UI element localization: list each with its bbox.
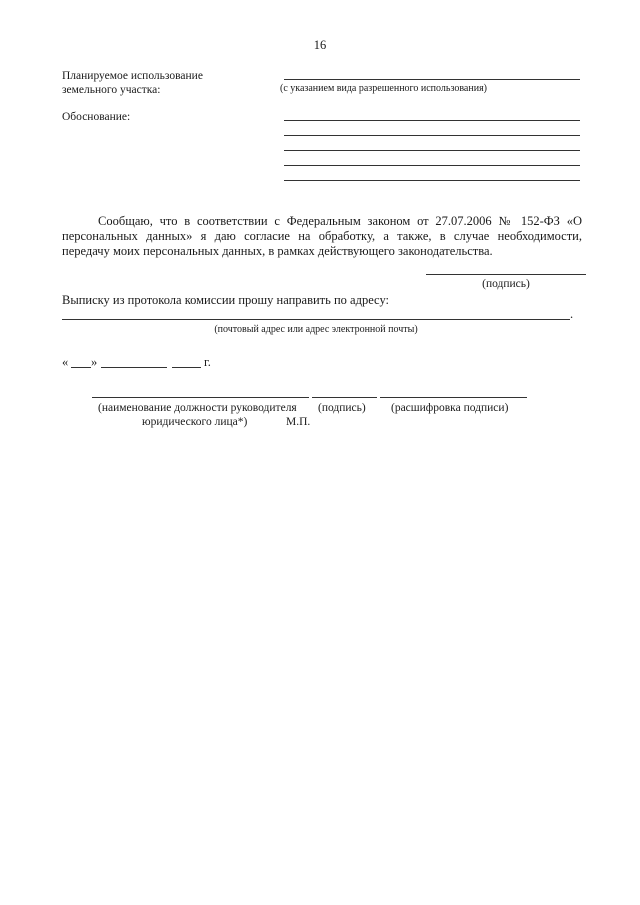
consent-signature-line[interactable] bbox=[426, 274, 586, 275]
decoding-caption: (расшифровка подписи) bbox=[391, 402, 509, 414]
signature-caption: (подпись) bbox=[318, 402, 366, 414]
justification-label: Обоснование: bbox=[62, 111, 131, 123]
justification-line-3[interactable] bbox=[284, 150, 580, 151]
justification-line-4[interactable] bbox=[284, 165, 580, 166]
signature-line[interactable] bbox=[312, 397, 377, 398]
land-use-hint: (с указанием вида разрешенного использования) bbox=[280, 83, 488, 94]
address-line[interactable] bbox=[62, 319, 570, 320]
decoding-line[interactable] bbox=[380, 397, 527, 398]
consent-line-3: передачу моих персональных данных, в рамках действующего законодательства. bbox=[62, 244, 493, 258]
justification-line-2[interactable] bbox=[284, 135, 580, 136]
date-year-suffix: г. bbox=[204, 355, 211, 369]
land-use-label-line2: земельного участка: bbox=[62, 84, 161, 96]
justification-line-5[interactable] bbox=[284, 180, 580, 181]
date-close-quote: » bbox=[91, 355, 98, 369]
date-open-quote: « bbox=[62, 355, 69, 369]
position-caption-line2: юридического лица*) bbox=[142, 416, 248, 428]
land-use-line[interactable] bbox=[284, 79, 580, 80]
address-hint: (почтовый адрес или адрес электронной почты) bbox=[214, 324, 418, 335]
address-label: Выписку из протокола комиссии прошу направить по адресу: bbox=[62, 293, 389, 307]
justification-line-1[interactable] bbox=[284, 120, 580, 121]
land-use-label bbox=[62, 69, 203, 97]
date-day-field[interactable] bbox=[71, 367, 91, 368]
stamp-label: М.П. bbox=[286, 416, 311, 428]
date-year-field[interactable] bbox=[172, 367, 201, 368]
position-line[interactable] bbox=[92, 397, 309, 398]
consent-paragraph bbox=[62, 214, 582, 259]
position-caption-line1: (наименование должности руководителя bbox=[98, 402, 297, 414]
land-use-label-line1: Планируемое использование bbox=[62, 70, 203, 82]
consent-line-1: Сообщаю, что в соответствии с Федеральным законом от 27.07.2006 № 152-ФЗ «О bbox=[98, 214, 582, 228]
address-end-dot: . bbox=[570, 307, 574, 321]
page-number: 16 bbox=[313, 38, 327, 52]
date-month-field[interactable] bbox=[101, 367, 167, 368]
consent-signature-caption: (подпись) bbox=[482, 278, 530, 290]
consent-line-2: персональных данных» я даю согласие на обработку, а также, в случае необходимости, bbox=[62, 229, 582, 243]
